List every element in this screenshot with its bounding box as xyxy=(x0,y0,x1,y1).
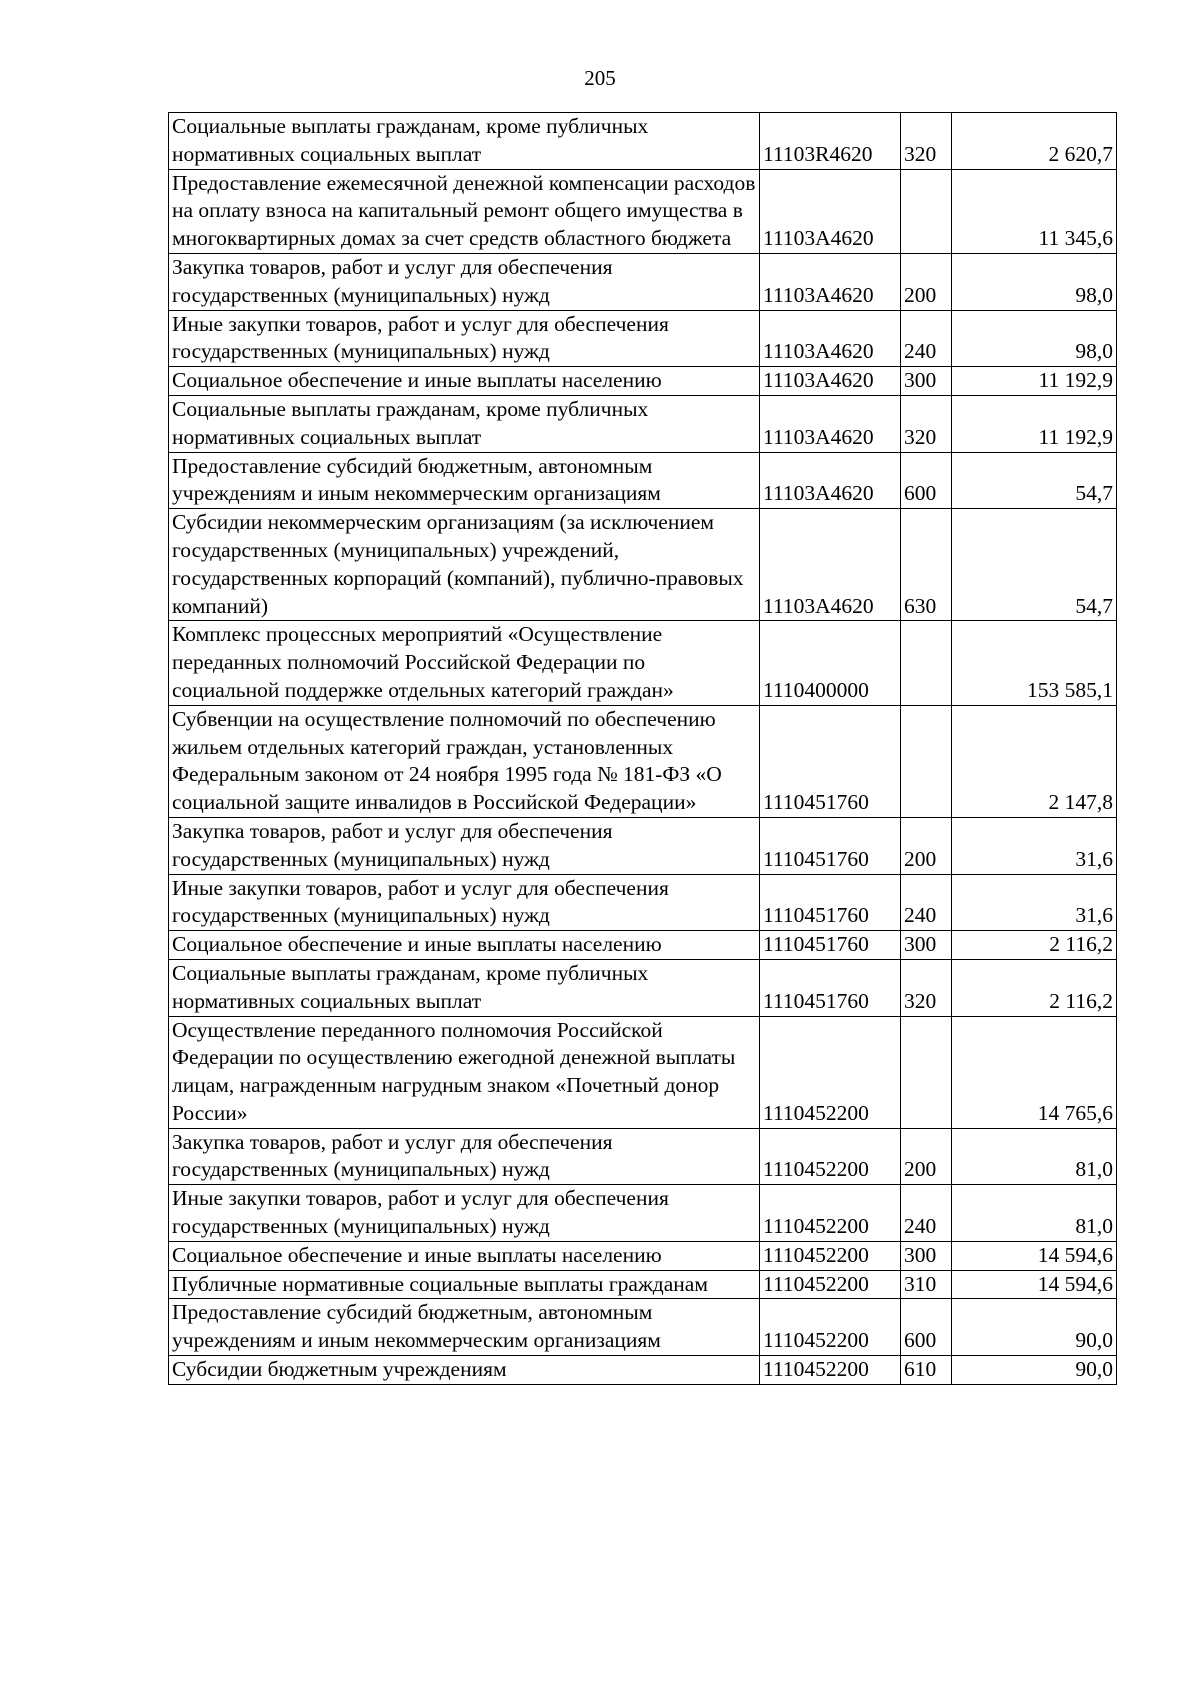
row-code-cell: 1110452200 xyxy=(760,1270,901,1299)
table-row xyxy=(169,874,1117,931)
row-sum-cell: 2 116,2 xyxy=(952,931,1117,960)
table-row xyxy=(169,113,1117,170)
row-code-cell: 1110451760 xyxy=(760,959,901,1016)
row-type-cell: 600 xyxy=(901,1299,952,1356)
row-name-cell: Субсидии некоммерческим организациям (за исключением государственных (муниципальных) учреждений, государственных корпораций (компаний), публично-правовых компаний) xyxy=(169,509,760,621)
table-row xyxy=(169,1128,1117,1185)
row-code-cell: 1110452200 xyxy=(760,1241,901,1270)
row-name-cell: Социальные выплаты гражданам, кроме публичных нормативных социальных выплат xyxy=(169,395,760,452)
table-row xyxy=(169,452,1117,509)
table-row xyxy=(169,1299,1117,1356)
row-code-cell: 1110451760 xyxy=(760,817,901,874)
row-code-cell: 1110452200 xyxy=(760,1356,901,1385)
row-type-cell: 300 xyxy=(901,367,952,396)
row-code-cell: 1110400000 xyxy=(760,621,901,705)
row-type-cell: 240 xyxy=(901,874,952,931)
table-row xyxy=(169,1356,1117,1385)
table-row xyxy=(169,509,1117,621)
row-sum-cell: 11 192,9 xyxy=(952,395,1117,452)
row-type-cell: 240 xyxy=(901,310,952,367)
row-type-cell: 200 xyxy=(901,817,952,874)
row-type-cell: 610 xyxy=(901,1356,952,1385)
row-sum-cell: 98,0 xyxy=(952,253,1117,310)
row-name-cell: Иные закупки товаров, работ и услуг для обеспечения государственных (муниципальных) нужд xyxy=(169,310,760,367)
row-name-cell: Социальные выплаты гражданам, кроме публичных нормативных социальных выплат xyxy=(169,113,760,170)
row-sum-cell: 90,0 xyxy=(952,1299,1117,1356)
row-sum-cell: 54,7 xyxy=(952,509,1117,621)
row-name-cell: Иные закупки товаров, работ и услуг для обеспечения государственных (муниципальных) нужд xyxy=(169,1185,760,1242)
row-name-cell: Предоставление субсидий бюджетным, автономным учреждениям и иным некоммерческим организациям xyxy=(169,1299,760,1356)
table-row xyxy=(169,959,1117,1016)
row-type-cell: 600 xyxy=(901,452,952,509)
row-sum-cell: 153 585,1 xyxy=(952,621,1117,705)
table-row xyxy=(169,395,1117,452)
row-sum-cell: 81,0 xyxy=(952,1185,1117,1242)
row-name-cell: Предоставление ежемесячной денежной компенсации расходов на оплату взноса на капитальный ремонт общего имущества в многоквартирных домах за счет средств областного бюджета xyxy=(169,169,760,253)
row-type-cell: 630 xyxy=(901,509,952,621)
row-name-cell: Публичные нормативные социальные выплаты гражданам xyxy=(169,1270,760,1299)
row-name-cell: Социальное обеспечение и иные выплаты населению xyxy=(169,1241,760,1270)
row-sum-cell: 11 345,6 xyxy=(952,169,1117,253)
row-sum-cell: 98,0 xyxy=(952,310,1117,367)
table-row xyxy=(169,253,1117,310)
row-type-cell: 300 xyxy=(901,931,952,960)
row-sum-cell: 2 620,7 xyxy=(952,113,1117,170)
table-row xyxy=(169,169,1117,253)
row-name-cell: Субвенции на осуществление полномочий по обеспечению жильем отдельных категорий граждан, установленных Федеральным законом от 24 ноября 1995 года № 181-ФЗ «О социальной защите инвалидов в Российской Федерации» xyxy=(169,705,760,817)
row-name-cell: Социальные выплаты гражданам, кроме публичных нормативных социальных выплат xyxy=(169,959,760,1016)
row-code-cell: 1110452200 xyxy=(760,1185,901,1242)
table-row xyxy=(169,621,1117,705)
row-code-cell: 11103А4620 xyxy=(760,310,901,367)
row-code-cell: 1110452200 xyxy=(760,1016,901,1128)
row-type-cell: 200 xyxy=(901,1128,952,1185)
row-name-cell: Закупка товаров, работ и услуг для обеспечения государственных (муниципальных) нужд xyxy=(169,817,760,874)
row-name-cell: Социальное обеспечение и иные выплаты населению xyxy=(169,931,760,960)
row-sum-cell: 54,7 xyxy=(952,452,1117,509)
table-row xyxy=(169,367,1117,396)
table-row xyxy=(169,817,1117,874)
row-type-cell xyxy=(901,1016,952,1128)
row-code-cell: 11103А4620 xyxy=(760,452,901,509)
row-sum-cell: 31,6 xyxy=(952,817,1117,874)
row-code-cell: 11103А4620 xyxy=(760,509,901,621)
row-name-cell: Иные закупки товаров, работ и услуг для обеспечения государственных (муниципальных) нужд xyxy=(169,874,760,931)
row-sum-cell: 14 765,6 xyxy=(952,1016,1117,1128)
table-row xyxy=(169,931,1117,960)
row-name-cell: Закупка товаров, работ и услуг для обеспечения государственных (муниципальных) нужд xyxy=(169,1128,760,1185)
budget-table-body xyxy=(169,113,1117,1385)
row-name-cell: Комплекс процессных мероприятий «Осуществление переданных полномочий Российской Федерации по социальной поддержке отдельных категорий граждан» xyxy=(169,621,760,705)
table-row xyxy=(169,1016,1117,1128)
row-code-cell: 1110452200 xyxy=(760,1299,901,1356)
row-sum-cell: 2 147,8 xyxy=(952,705,1117,817)
row-type-cell: 240 xyxy=(901,1185,952,1242)
row-sum-cell: 14 594,6 xyxy=(952,1241,1117,1270)
row-type-cell: 200 xyxy=(901,253,952,310)
row-type-cell xyxy=(901,169,952,253)
row-code-cell: 1110451760 xyxy=(760,705,901,817)
row-name-cell: Осуществление переданного полномочия Российской Федерации по осуществлению ежегодной денежной выплаты лицам, награжденным нагрудным знаком «Почетный донор России» xyxy=(169,1016,760,1128)
row-sum-cell: 81,0 xyxy=(952,1128,1117,1185)
row-code-cell: 1110452200 xyxy=(760,1128,901,1185)
row-name-cell: Закупка товаров, работ и услуг для обеспечения государственных (муниципальных) нужд xyxy=(169,253,760,310)
row-code-cell: 11103R4620 xyxy=(760,113,901,170)
table-row xyxy=(169,1270,1117,1299)
row-code-cell: 11103А4620 xyxy=(760,253,901,310)
page-number: 205 xyxy=(584,66,616,90)
table-row xyxy=(169,1185,1117,1242)
row-type-cell: 320 xyxy=(901,395,952,452)
row-code-cell: 1110451760 xyxy=(760,931,901,960)
row-type-cell xyxy=(901,621,952,705)
row-code-cell: 11103А4620 xyxy=(760,367,901,396)
table-row xyxy=(169,1241,1117,1270)
row-type-cell xyxy=(901,705,952,817)
budget-table xyxy=(168,112,1117,1385)
row-type-cell: 320 xyxy=(901,113,952,170)
row-sum-cell: 90,0 xyxy=(952,1356,1117,1385)
row-name-cell: Субсидии бюджетным учреждениям xyxy=(169,1356,760,1385)
table-row xyxy=(169,705,1117,817)
row-type-cell: 320 xyxy=(901,959,952,1016)
row-name-cell: Социальное обеспечение и иные выплаты населению xyxy=(169,367,760,396)
row-sum-cell: 2 116,2 xyxy=(952,959,1117,1016)
row-sum-cell: 14 594,6 xyxy=(952,1270,1117,1299)
row-type-cell: 300 xyxy=(901,1241,952,1270)
row-sum-cell: 11 192,9 xyxy=(952,367,1117,396)
row-code-cell: 11103А4620 xyxy=(760,395,901,452)
table-row xyxy=(169,310,1117,367)
row-code-cell: 11103А4620 xyxy=(760,169,901,253)
row-code-cell: 1110451760 xyxy=(760,874,901,931)
row-name-cell: Предоставление субсидий бюджетным, автономным учреждениям и иным некоммерческим организациям xyxy=(169,452,760,509)
row-type-cell: 310 xyxy=(901,1270,952,1299)
row-sum-cell: 31,6 xyxy=(952,874,1117,931)
